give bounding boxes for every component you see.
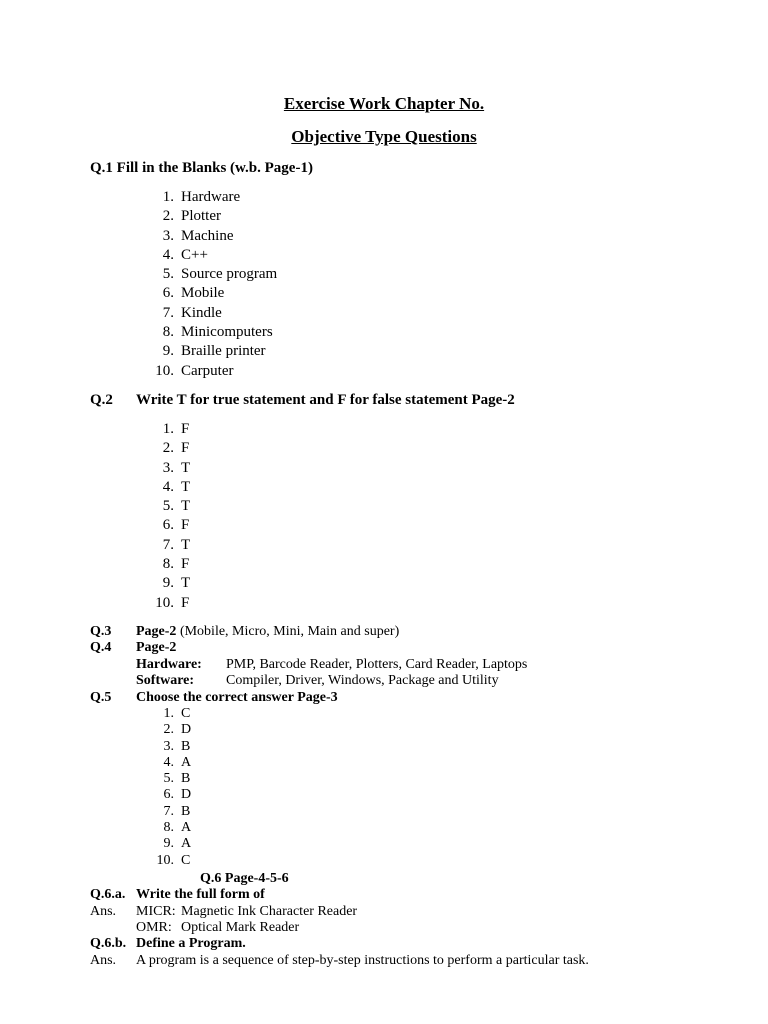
q6b-heading: Define a Program. xyxy=(136,936,246,951)
list-item-number: 7. xyxy=(162,536,174,553)
list-item xyxy=(150,555,190,574)
q5-heading: Choose the correct answer Page-3 xyxy=(136,690,338,705)
list-item-number: 2. xyxy=(162,208,174,225)
list-item xyxy=(150,755,191,771)
list-item-number: 9. xyxy=(163,836,174,852)
list-item-number: 6. xyxy=(162,517,174,534)
list-item-number: 8. xyxy=(162,556,174,573)
list-item-text: F xyxy=(181,440,190,457)
list-item-text: B xyxy=(181,771,191,787)
list-item xyxy=(150,246,277,265)
list-item-text: Plotter xyxy=(181,208,221,225)
list-item-number: 4. xyxy=(162,478,174,495)
page-subtitle: Objective Type Questions xyxy=(291,127,477,146)
list-item xyxy=(150,722,191,738)
list-item-number: 1. xyxy=(162,189,174,205)
list-item-number: 1. xyxy=(162,421,174,437)
list-item-text: D xyxy=(181,722,192,738)
list-item-number: 2. xyxy=(163,722,174,738)
q6b-ans-label: Ans. xyxy=(90,953,117,968)
omr-label: OMR: xyxy=(136,920,172,935)
q2-answer-list xyxy=(150,420,190,613)
list-item-text: Carputer xyxy=(181,362,234,379)
list-item xyxy=(150,804,191,820)
list-item-text: Braille printer xyxy=(181,343,266,360)
list-item-number: 5. xyxy=(162,266,174,283)
list-item-number: 4. xyxy=(162,246,174,263)
list-item-number: 7. xyxy=(162,304,174,321)
list-item xyxy=(150,342,277,361)
list-item-text: A xyxy=(181,820,192,836)
list-item xyxy=(150,304,277,323)
list-item xyxy=(150,439,190,458)
list-item-text: A xyxy=(181,754,192,770)
list-item-text: Mobile xyxy=(181,285,225,302)
list-item xyxy=(150,459,190,478)
list-item-number: 3. xyxy=(163,738,174,754)
q2-heading: Write T for true statement and F for false statement Page-2 xyxy=(136,392,515,408)
list-item-number: 10. xyxy=(156,852,174,868)
hardware-text: PMP, Barcode Reader, Plotters, Card Reader, Laptops xyxy=(226,657,528,672)
list-item xyxy=(150,594,190,613)
omr-text: Optical Mark Reader xyxy=(181,920,300,935)
list-item-text: Hardware xyxy=(181,189,241,205)
q1-answer-list xyxy=(150,188,277,381)
q3-text: (Mobile, Micro, Mini, Main and super) xyxy=(176,624,400,639)
list-item-number: 8. xyxy=(163,820,174,836)
q6a-label: Q.6.a. xyxy=(90,887,126,902)
list-item-number: 4. xyxy=(163,754,174,770)
list-item-text: B xyxy=(181,803,191,819)
software-label: Software: xyxy=(136,673,195,688)
q3-label: Q.3 xyxy=(90,624,112,639)
list-item xyxy=(150,516,190,535)
list-item-text: Machine xyxy=(181,227,234,244)
list-item-text: D xyxy=(181,787,192,803)
list-item-number: 5. xyxy=(162,498,174,515)
q4-label: Q.4 xyxy=(90,640,112,655)
micr-text: Magnetic Ink Character Reader xyxy=(181,904,358,919)
q4-bold: Page-2 xyxy=(136,640,177,655)
list-item-text: C xyxy=(181,852,191,868)
q2-label: Q.2 xyxy=(90,392,113,408)
list-item-number: 9. xyxy=(162,343,174,360)
list-item xyxy=(150,227,277,246)
list-item-number: 3. xyxy=(162,227,174,244)
page-title: Exercise Work Chapter No. xyxy=(283,94,485,113)
list-item-text: C++ xyxy=(181,246,208,263)
list-item-number: 7. xyxy=(163,803,174,819)
list-item xyxy=(150,820,191,836)
list-item xyxy=(150,771,191,787)
list-item xyxy=(150,536,190,555)
q6a-ans-label: Ans. xyxy=(90,904,117,919)
list-item xyxy=(150,362,277,381)
list-item-text: T xyxy=(181,459,191,476)
list-item xyxy=(150,497,190,516)
list-item-number: 6. xyxy=(163,787,174,803)
q6b-label: Q.6.b. xyxy=(90,936,127,951)
list-item-text: F xyxy=(181,421,190,437)
list-item-text: C xyxy=(181,706,191,721)
q6a-heading: Write the full form of xyxy=(136,887,265,902)
list-item xyxy=(150,478,190,497)
q6-heading: Q.6 Page-4-5-6 xyxy=(200,871,289,886)
list-item xyxy=(150,787,191,803)
q3-line xyxy=(136,624,399,640)
list-item-text: Source program xyxy=(181,266,278,283)
list-item-text: Kindle xyxy=(181,304,222,321)
list-item xyxy=(150,853,191,869)
list-item-text: Minicomputers xyxy=(181,324,273,341)
list-item-number: 2. xyxy=(162,440,174,457)
list-item xyxy=(150,836,191,852)
hardware-label: Hardware: xyxy=(136,657,202,672)
q5-answer-list xyxy=(150,706,191,869)
micr-label: MICR: xyxy=(136,904,176,919)
list-item-number: 1. xyxy=(163,706,174,721)
list-item-text: T xyxy=(181,536,191,553)
list-item-number: 6. xyxy=(162,285,174,302)
list-item-text: F xyxy=(181,517,190,534)
list-item-number: 10. xyxy=(155,594,174,611)
q1-heading: Q.1 Fill in the Blanks (w.b. Page-1) xyxy=(90,160,313,176)
q3-bold: Page-2 xyxy=(136,624,177,639)
list-item xyxy=(150,207,277,226)
list-item-number: 9. xyxy=(162,575,174,592)
list-item-text: F xyxy=(181,594,190,611)
list-item xyxy=(150,188,277,207)
list-item xyxy=(150,420,190,439)
list-item xyxy=(150,284,277,303)
list-item xyxy=(150,739,191,755)
list-item-number: 3. xyxy=(162,459,174,476)
list-item-number: 10. xyxy=(155,362,174,379)
list-item xyxy=(150,323,277,342)
q5-label: Q.5 xyxy=(90,690,112,705)
list-item-text: T xyxy=(181,478,191,495)
list-item-text: F xyxy=(181,556,190,573)
list-item-text: T xyxy=(181,575,191,592)
list-item xyxy=(150,574,190,593)
list-item-number: 5. xyxy=(163,771,174,787)
list-item-text: B xyxy=(181,738,191,754)
list-item-number: 8. xyxy=(162,324,174,341)
list-item xyxy=(150,265,277,284)
list-item xyxy=(150,706,191,722)
list-item-text: A xyxy=(181,836,192,852)
software-text: Compiler, Driver, Windows, Package and Utility xyxy=(226,673,499,688)
list-item-text: T xyxy=(181,498,191,515)
q6b-ans-text: A program is a sequence of step-by-step instructions to perform a particular task. xyxy=(136,953,589,968)
